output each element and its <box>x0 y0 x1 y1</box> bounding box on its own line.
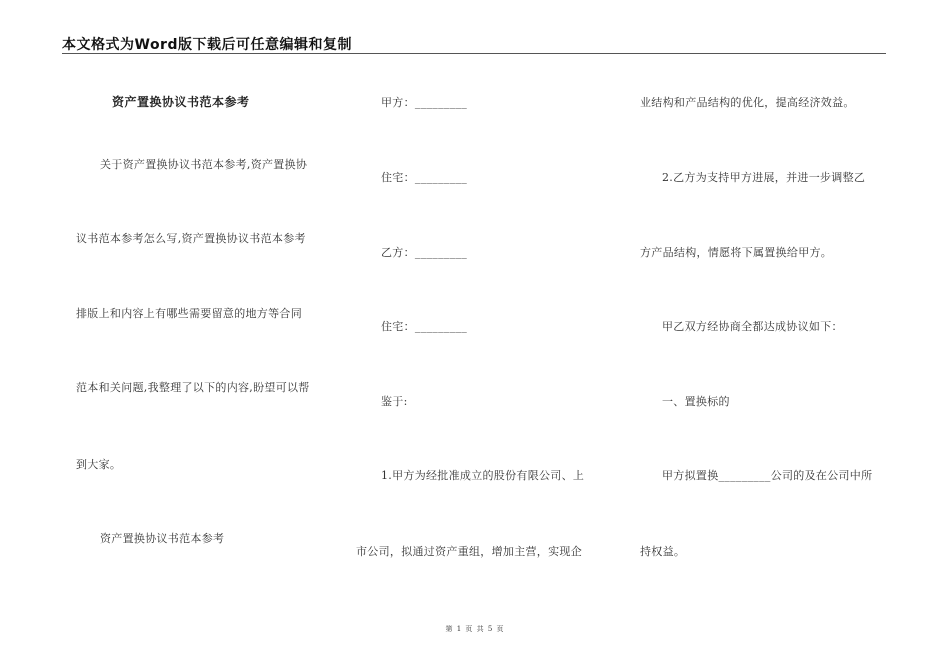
paragraph-line: 业结构和产品结构的优化，提高经济效益。 <box>640 96 855 109</box>
paragraph-line: 方产品结构，情愿将下属置换给甲方。 <box>640 246 833 259</box>
paragraph-line: 鉴于: <box>381 395 408 408</box>
document-title: 资产置换协议书范本参考 <box>112 95 250 109</box>
party-b-field: 乙方：_________ <box>381 246 468 259</box>
paragraph-line: 2.乙方为支持甲方进展，并进一步调整乙 <box>662 171 866 184</box>
party-a-address-field: 住宅：_________ <box>381 171 468 184</box>
party-b-address-field: 住宅：_________ <box>381 320 468 333</box>
document-column-3 <box>638 0 888 600</box>
paragraph-line: 到大家。 <box>76 458 122 471</box>
paragraph-line: 1.甲方为经批准成立的股份有限公司、上 <box>381 469 585 482</box>
paragraph-line: 甲方拟置换_________公司的及在公司中所 <box>662 469 873 482</box>
paragraph-line: 市公司，拟通过资产重组，增加主营，实现企 <box>356 545 582 558</box>
paragraph-line: 资产置换协议书范本参考 <box>100 532 225 545</box>
paragraph-line: 关于资产置换协议书范本参考,资产置换协 <box>100 158 308 171</box>
party-a-field: 甲方：_________ <box>381 96 468 109</box>
document-column-2 <box>356 0 616 600</box>
paragraph-line: 甲乙双方经协商全都达成协议如下： <box>662 320 843 333</box>
section-heading: 一、置换标的 <box>662 395 730 408</box>
page-indicator: 第 1 页 共 5 页 <box>445 625 505 633</box>
paragraph-line: 范本和关问题,我整理了以下的内容,盼望可以帮 <box>76 381 310 394</box>
paragraph-line: 排版上和内容上有哪些需要留意的地方等合同 <box>76 307 302 320</box>
header-banner: 本文格式为Word版下载后可任意编辑和复制 <box>62 37 352 53</box>
document-column-1 <box>62 0 327 600</box>
paragraph-line: 议书范本参考怎么写,资产置换协议书范本参考 <box>76 232 306 245</box>
paragraph-line: 持权益。 <box>640 545 686 558</box>
